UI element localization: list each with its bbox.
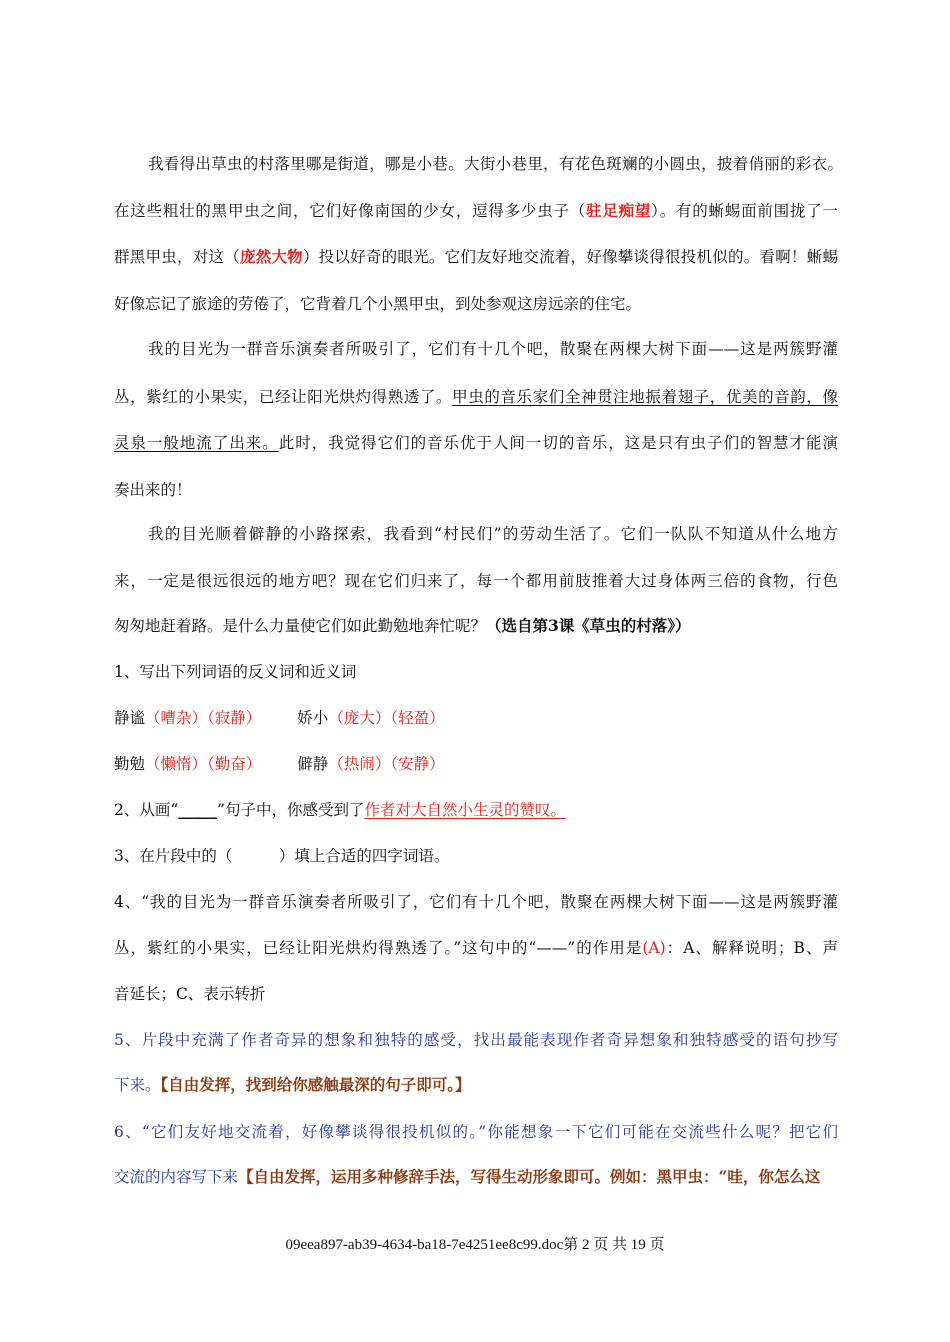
para2-line3: 灵泉一般地流了出来。此时，我觉得它们的音乐优于人间一切的音乐，这是只有虫子们的智慧才能演 — [114, 434, 838, 452]
q2-line: 2、从画“_____”句子中，你感受到了作者对大自然小生灵的赞叹。 — [114, 800, 566, 819]
para2-line2: 丛，紫红的小果实，已经让阳光烘灼得熟透了。甲虫的音乐家们全神贯注地振着翅子，优美的音韵，像 — [114, 388, 838, 406]
para3-line3: 匆匆地赶着路。是什么力量使它们如此勤勉地奔忙呢？（选自第3课《草虫的村落》） — [114, 616, 691, 635]
q6-line1: 6、“它们友好地交流着，好像攀谈得很投机似的。”你能想象一下它们可能在交流些什么呢？把它们 — [114, 1123, 838, 1141]
q3-line: 3、在片段中的（ ）填上合适的四字词语。 — [114, 847, 450, 865]
para1-line3: 群黑甲虫，对这（庞然大物）投以好奇的眼光。它们友好地交流着，好像攀谈得很投机似的。看啊！蜥蜴 — [114, 247, 838, 266]
page-footer: 09eea897-ab39-4634-ba18-7e4251ee8c99.doc第 2 页 共 19 页 — [285, 1237, 665, 1253]
para1-line4: 好像忘记了旅途的劳倦了，它背着几个小黑甲虫，到处参观这房远亲的住宅。 — [114, 295, 642, 313]
para2-line1: 我的目光为一群音乐演奏者所吸引了，它们有十几个吧，散聚在两棵大树下面——这是两簇野灌 — [148, 340, 838, 358]
q5-line2: 下来。【自由发挥，找到给你感触最深的句子即可。】 — [114, 1075, 471, 1094]
para2-line4: 奏出来的！ — [114, 481, 192, 499]
para1-line2: 在这些粗壮的黑甲虫之间，它们好像南国的少女，逗得多少虫子（驻足痴望）。有的蜥蜴面前围拢了一 — [114, 201, 838, 220]
q6-line2: 交流的内容写下来【自由发挥，运用多种修辞手法，写得生动形象即可。例如：黑甲虫：“哇，你怎么这 — [114, 1167, 821, 1186]
para3-line2: 来，一定是很远很远的地方吧？现在它们归来了，每一个都用前肢推着大过身体两三倍的食物，行色 — [114, 572, 838, 590]
q4-line2: 丛，紫红的小果实，已经让阳光烘灼得熟透了。”这句中的“——”的作用是(A)：A、解释说明；B、声 — [114, 939, 838, 957]
q1-row2: 勤勉（懒惰）（勤奋） 僻静（热闹）（安静） — [114, 755, 445, 773]
q1-title: 1、写出下列词语的反义词和近义词 — [114, 663, 357, 681]
q4-line3: 音延长；C、表示转折 — [114, 985, 266, 1003]
q1-row1: 静谧（嘈杂）（寂静） 娇小（庞大）（轻盈） — [114, 709, 445, 727]
para3-line1: 我的目光顺着僻静的小路探索，我看到“村民们”的劳动生活了。它们一队队不知道从什么地方 — [148, 525, 838, 543]
q4-line1: 4、“我的目光为一群音乐演奏者所吸引了，它们有十几个吧，散聚在两棵大树下面——这是两簇野灌 — [114, 893, 838, 911]
para1-line1: 我看得出草虫的村落里哪是街道，哪是小巷。大街小巷里，有花色斑斓的小圆虫，披着俏丽的彩衣。 — [148, 155, 843, 173]
q5-line1: 5、片段中充满了作者奇异的想象和独特的感受，找出最能表现作者奇异想象和独特感受的语句抄写 — [114, 1031, 838, 1049]
